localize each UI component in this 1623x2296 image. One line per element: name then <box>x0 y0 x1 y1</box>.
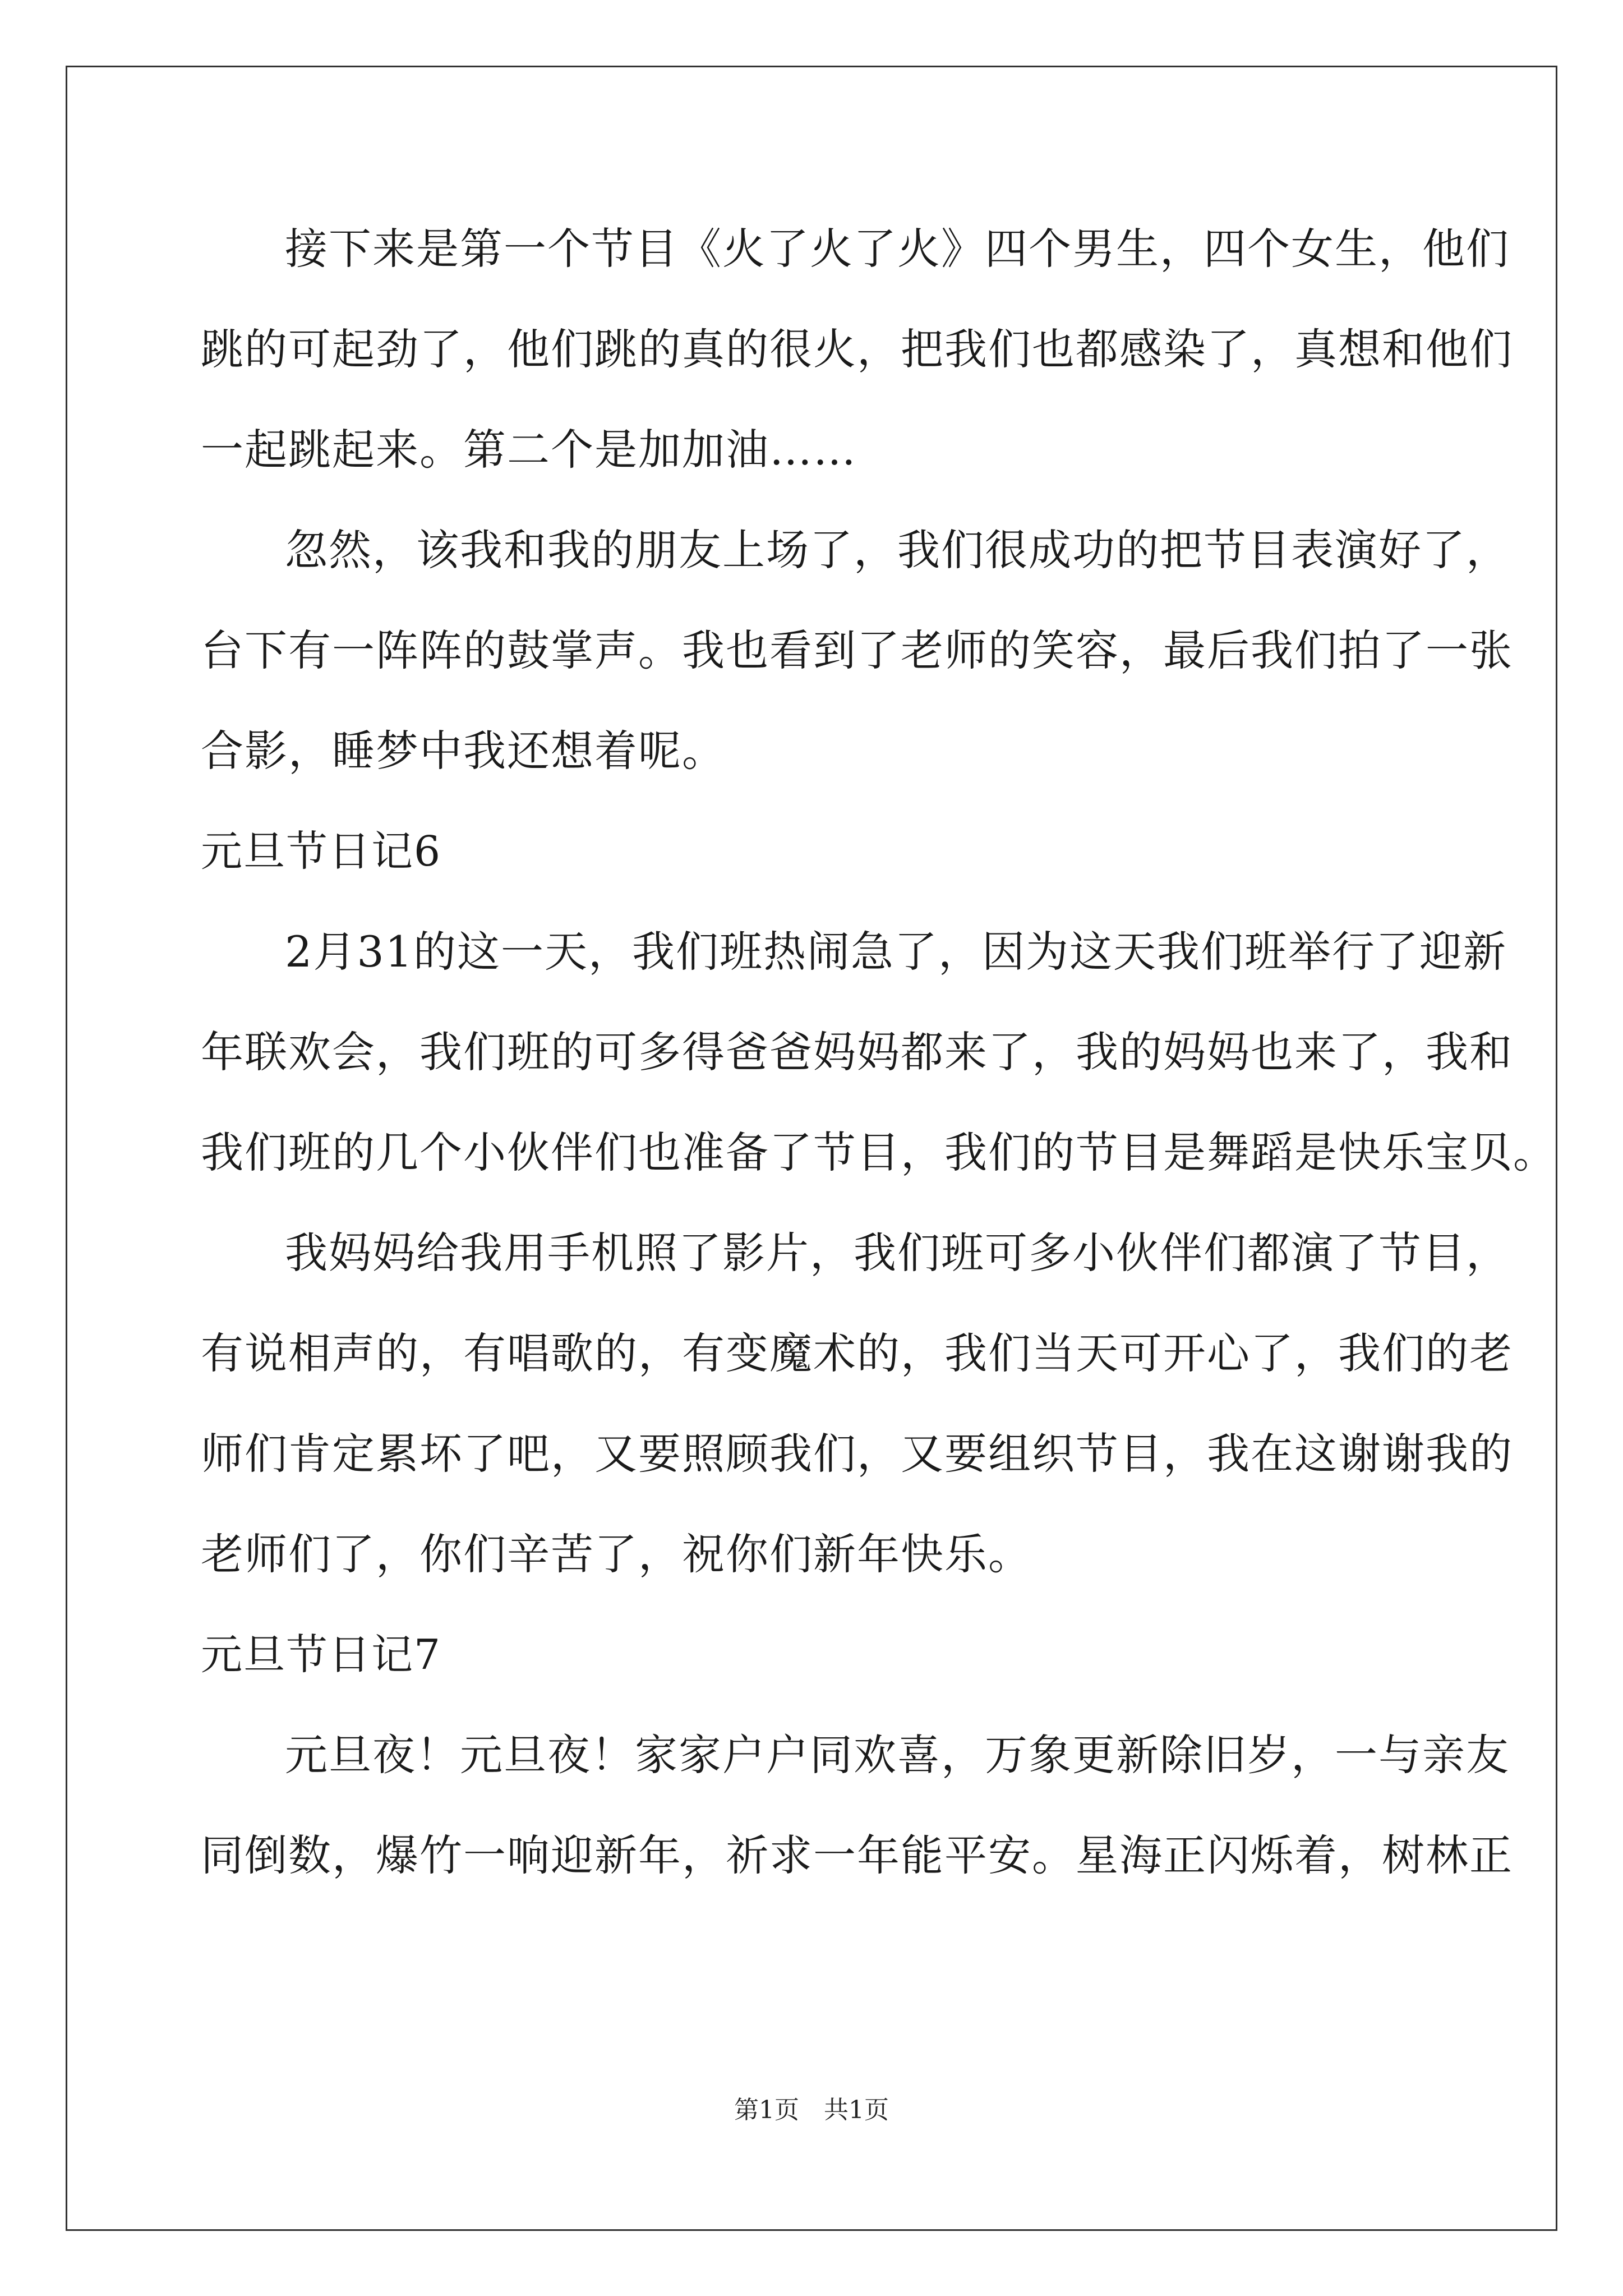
text-line: 有说相声的，有唱歌的，有变魔术的，我们当天可开心了，我们的老 <box>201 1328 1513 1378</box>
text-line: 元旦夜！元旦夜！家家户户同欢喜，万象更新除旧岁，一与亲友 <box>285 1730 1510 1780</box>
text-line: 年联欢会，我们班的可多得爸爸妈妈都来了，我的妈妈也来了，我和 <box>201 1027 1513 1077</box>
text-line: 师们肯定累坏了吧，又要照顾我们，又要组织节目，我在这谢谢我的 <box>201 1429 1513 1479</box>
text-line: 忽然，该我和我的朋友上场了，我们很成功的把节目表演好了， <box>285 525 1510 575</box>
text-line: 接下来是第一个节目《火了火了火》四个男生，四个女生，他们 <box>285 224 1510 274</box>
section-heading: 元旦节日记7 <box>201 1631 442 1679</box>
text-line: 同倒数，爆竹一响迎新年，祈求一年能平安。星海正闪烁着，树林正 <box>201 1830 1513 1880</box>
text-line: 2月31的这一天，我们班热闹急了，因为这天我们班举行了迎新 <box>285 927 1507 977</box>
text-line: 一起跳起来。第二个是加加油…… <box>201 425 857 475</box>
page-number-footer: 第1页 共1页 <box>734 2096 889 2124</box>
text-line: 我妈妈给我用手机照了影片，我们班可多小伙伴们都演了节目， <box>285 1228 1510 1278</box>
text-line: 合影，睡梦中我还想着呢。 <box>201 726 726 776</box>
text-line: 我们班的几个小伙伴们也准备了节目，我们的节目是舞蹈是快乐宝贝。 <box>201 1128 1557 1177</box>
text-line: 跳的可起劲了，他们跳的真的很火，把我们也都感染了，真想和他们 <box>201 324 1513 374</box>
section-heading: 元旦节日记6 <box>201 827 442 876</box>
document-body <box>201 215 1557 1922</box>
text-line: 老师们了，你们辛苦了，祝你们新年快乐。 <box>201 1529 1032 1579</box>
text-line: 台下有一阵阵的鼓掌声。我也看到了老师的笑容，最后我们拍了一张 <box>201 625 1513 675</box>
